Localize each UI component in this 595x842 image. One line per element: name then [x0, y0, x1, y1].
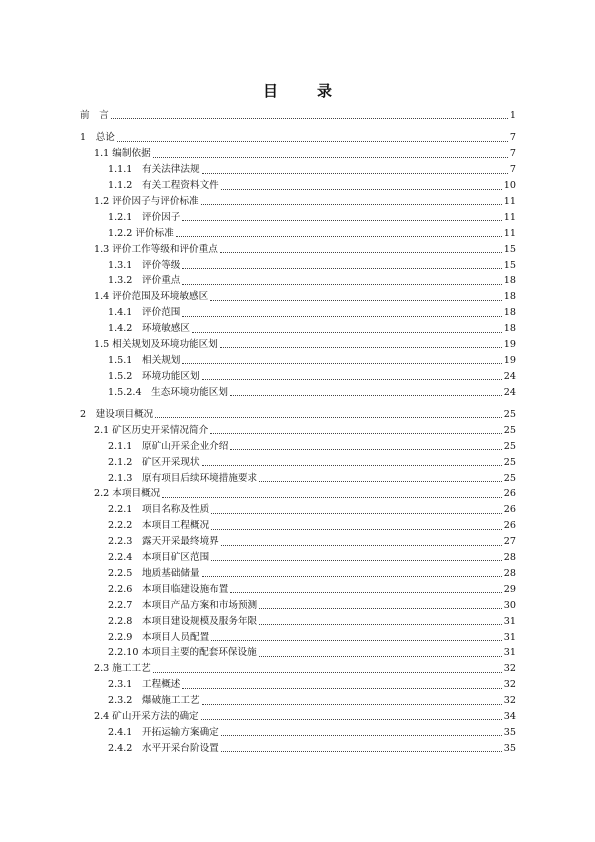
dot-leader — [230, 449, 501, 450]
toc-entry[interactable] — [80, 741, 516, 757]
toc-entry[interactable] — [80, 677, 516, 693]
dot-leader — [202, 173, 508, 174]
dot-leader — [211, 529, 502, 530]
toc-entry-page: 32 — [503, 663, 516, 675]
toc-entry-label: 1.3 评价工作等级和评价重点 — [94, 243, 218, 255]
toc-entry-label: 前 言 — [80, 110, 109, 121]
toc-entry[interactable] — [80, 305, 516, 321]
toc-entry[interactable] — [80, 518, 516, 534]
dot-leader — [211, 640, 502, 641]
toc-entry-label: 2.1.2 矿区开采现状 — [108, 456, 200, 468]
toc-entry-page: 34 — [503, 710, 516, 722]
toc-entry-page: 15 — [503, 259, 516, 271]
toc-entry-page: 26 — [503, 488, 516, 500]
dot-leader — [259, 656, 502, 657]
toc-entry[interactable] — [80, 471, 516, 487]
toc-entry-page: 25 — [503, 472, 516, 484]
dot-leader — [230, 395, 502, 396]
toc-entry-label: 2 建设项目概况 — [80, 409, 154, 421]
dot-leader — [210, 433, 502, 434]
toc-entry[interactable] — [80, 146, 516, 162]
toc-entry-page: 26 — [503, 520, 516, 532]
dot-leader — [176, 236, 502, 237]
dot-leader — [155, 417, 502, 418]
toc-entry-label: 2.1 矿区历史开采情况简介 — [94, 424, 209, 436]
dot-leader — [211, 513, 502, 514]
toc-entry[interactable] — [80, 502, 516, 518]
toc-entry-label: 2.2.1 项目名称及性质 — [108, 504, 210, 516]
toc-entry-page: 7 — [509, 148, 516, 160]
dot-leader — [153, 672, 502, 673]
toc-entry-page: 31 — [503, 631, 516, 643]
toc-entry[interactable] — [80, 630, 516, 646]
toc-entry[interactable] — [80, 226, 516, 242]
toc-entry-label: 1.4.2 环境敏感区 — [108, 323, 190, 335]
toc-entry-page: 11 — [503, 195, 516, 207]
toc-entry-page: 28 — [503, 552, 516, 564]
toc-entry[interactable] — [80, 178, 516, 194]
toc-entry-label: 1 总论 — [80, 132, 115, 144]
toc-entry-label: 2.2.6 本项目临建设施布置 — [108, 583, 229, 595]
toc-entry-page: 11 — [503, 211, 516, 223]
toc-entry-label: 2.1.3 原有项目后续环境措施要求 — [108, 472, 258, 484]
toc-entry[interactable] — [80, 385, 516, 401]
toc-entry-label: 1.2.2 评价标准 — [108, 227, 174, 239]
toc-entry-page: 25 — [503, 456, 516, 468]
toc-entry-label: 2.2.5 地质基础储量 — [108, 567, 200, 579]
toc-entry-page: 24 — [503, 370, 516, 382]
toc-entry[interactable] — [80, 273, 516, 289]
toc-entry[interactable] — [80, 709, 516, 725]
dot-leader — [192, 332, 502, 333]
dot-leader — [259, 624, 502, 625]
toc-entry-page: 7 — [509, 164, 516, 176]
dot-leader — [259, 481, 502, 482]
toc-entry-page: 28 — [503, 567, 516, 579]
toc-entry-label: 2.1.1 原矿山开采企业介绍 — [108, 440, 229, 452]
toc-entry-label: 1.5.2.4 生态环境功能区划 — [108, 386, 228, 398]
dot-leader — [182, 688, 501, 689]
toc-entry-page: 19 — [503, 338, 516, 350]
toc-entry-label: 2.4.1 开拓运输方案确定 — [108, 726, 219, 738]
toc-entry-page: 25 — [503, 440, 516, 452]
toc-entry-label: 2.2.7 本项目产品方案和市场预测 — [108, 599, 258, 611]
toc-entry[interactable] — [80, 614, 516, 630]
toc-entry[interactable] — [80, 582, 516, 598]
toc-entry[interactable] — [80, 337, 516, 353]
dot-leader — [182, 268, 501, 269]
toc-entry-page: 11 — [503, 227, 516, 239]
toc-entry[interactable] — [80, 486, 516, 502]
toc-entry-label: 1.5 相关规划及环境功能区划 — [94, 338, 218, 350]
dot-leader — [153, 157, 508, 158]
toc-entry-page: 24 — [503, 386, 516, 398]
toc-entry[interactable] — [80, 242, 516, 258]
dot-leader — [182, 284, 501, 285]
toc-entry-label: 1.2.1 评价因子 — [108, 211, 181, 223]
dot-leader — [221, 189, 502, 190]
dot-leader — [201, 719, 502, 720]
toc-entry[interactable] — [80, 162, 516, 178]
toc-entry[interactable] — [80, 289, 516, 305]
toc-entry-label: 1.1.2 有关工程资料文件 — [108, 180, 219, 192]
toc-entry-page: 25 — [503, 409, 516, 421]
toc-entry-page: 7 — [509, 132, 516, 144]
toc-entry-label: 2.2.9 本项目人员配置 — [108, 631, 210, 643]
dot-leader — [259, 608, 502, 609]
toc-entry[interactable] — [80, 550, 516, 566]
dot-leader — [117, 141, 508, 142]
toc-entry[interactable] — [80, 194, 516, 210]
table-of-contents — [80, 108, 516, 757]
toc-entry[interactable] — [80, 598, 516, 614]
toc-entry-page: 30 — [503, 599, 516, 611]
toc-entry-page: 32 — [503, 695, 516, 707]
toc-entry-label: 2.3.2 爆破施工工艺 — [108, 695, 200, 707]
toc-entry-page: 18 — [503, 291, 516, 303]
toc-entry[interactable] — [80, 407, 516, 423]
toc-entry-label: 1.3.2 评价重点 — [108, 275, 181, 287]
dot-leader — [221, 751, 502, 752]
toc-entry-page: 18 — [503, 307, 516, 319]
toc-entry-label: 1.4.1 评价范围 — [108, 307, 181, 319]
toc-entry-page: 29 — [503, 583, 516, 595]
dot-leader — [220, 252, 502, 253]
page-title: 目 录 — [262, 82, 344, 100]
dot-leader — [162, 497, 502, 498]
toc-entry-label: 2.2.3 露天开采最终境界 — [108, 536, 219, 548]
toc-entry[interactable] — [80, 455, 516, 471]
dot-leader — [230, 592, 501, 593]
toc-entry-page: 27 — [503, 536, 516, 548]
dot-leader — [182, 363, 501, 364]
toc-entry-label: 1.2 评价因子与评价标准 — [94, 195, 199, 207]
dot-leader — [201, 204, 502, 205]
toc-entry[interactable] — [80, 210, 516, 226]
toc-entry[interactable] — [80, 693, 516, 709]
dot-leader — [202, 704, 502, 705]
toc-entry-label: 1.1.1 有关法律法规 — [108, 164, 200, 176]
toc-entry-label: 2.3.1 工程概述 — [108, 679, 181, 691]
dot-leader — [211, 560, 502, 561]
toc-entry[interactable] — [80, 566, 516, 582]
toc-entry[interactable] — [80, 645, 516, 661]
dot-leader — [111, 118, 508, 119]
toc-entry-label: 2.2.4 本项目矿区范围 — [108, 552, 210, 564]
toc-entry[interactable] — [80, 108, 516, 124]
toc-entry[interactable] — [80, 439, 516, 455]
toc-entry-page: 26 — [503, 504, 516, 516]
toc-entry[interactable] — [80, 321, 516, 337]
toc-entry-label: 1.3.1 评价等级 — [108, 259, 181, 271]
toc-entry[interactable] — [80, 353, 516, 369]
toc-entry-page: 18 — [503, 275, 516, 287]
toc-entry-label: 1.5.1 相关规划 — [108, 354, 181, 366]
toc-entry-page: 35 — [503, 742, 516, 754]
toc-entry[interactable] — [80, 534, 516, 550]
toc-entry[interactable] — [80, 369, 516, 385]
toc-entry-label: 2.4 矿山开采方法的确定 — [94, 710, 199, 722]
toc-entry-page: 31 — [503, 615, 516, 627]
toc-entry-label: 2.4.2 水平开采台阶设置 — [108, 742, 219, 754]
toc-entry-label: 1.4 评价范围及环境敏感区 — [94, 291, 209, 303]
toc-entry-page: 18 — [503, 323, 516, 335]
dot-leader — [182, 316, 501, 317]
dot-leader — [221, 735, 502, 736]
toc-entry-label: 2.2.10 本项目主要的配套环保设施 — [108, 647, 257, 659]
dot-leader — [202, 379, 502, 380]
toc-entry-page: 19 — [503, 354, 516, 366]
toc-entry-page: 32 — [503, 679, 516, 691]
dot-leader — [182, 220, 501, 221]
toc-entry-page: 15 — [503, 243, 516, 255]
dot-leader — [202, 576, 502, 577]
toc-entry-label: 1.1 编制依据 — [94, 148, 151, 160]
toc-entry-label: 2.3 施工工艺 — [94, 663, 151, 675]
toc-entry-page: 25 — [503, 424, 516, 436]
toc-entry[interactable] — [80, 661, 516, 677]
toc-entry[interactable] — [80, 258, 516, 274]
toc-entry-label: 2.2.2 本项目工程概况 — [108, 520, 210, 532]
toc-entry-label: 2.2 本项目概况 — [94, 488, 161, 500]
toc-entry-page: 35 — [503, 726, 516, 738]
dot-leader — [210, 300, 502, 301]
dot-leader — [220, 347, 502, 348]
toc-entry-page: 1 — [509, 110, 516, 121]
dot-leader — [202, 465, 502, 466]
toc-entry-label: 1.5.2 环境功能区划 — [108, 370, 200, 382]
toc-entry-page: 31 — [503, 647, 516, 659]
toc-entry-label: 2.2.8 本项目建设规模及服务年限 — [108, 615, 258, 627]
toc-entry[interactable] — [80, 423, 516, 439]
dot-leader — [221, 545, 502, 546]
toc-entry-page: 10 — [503, 180, 516, 192]
toc-entry[interactable] — [80, 130, 516, 146]
toc-entry[interactable] — [80, 725, 516, 741]
